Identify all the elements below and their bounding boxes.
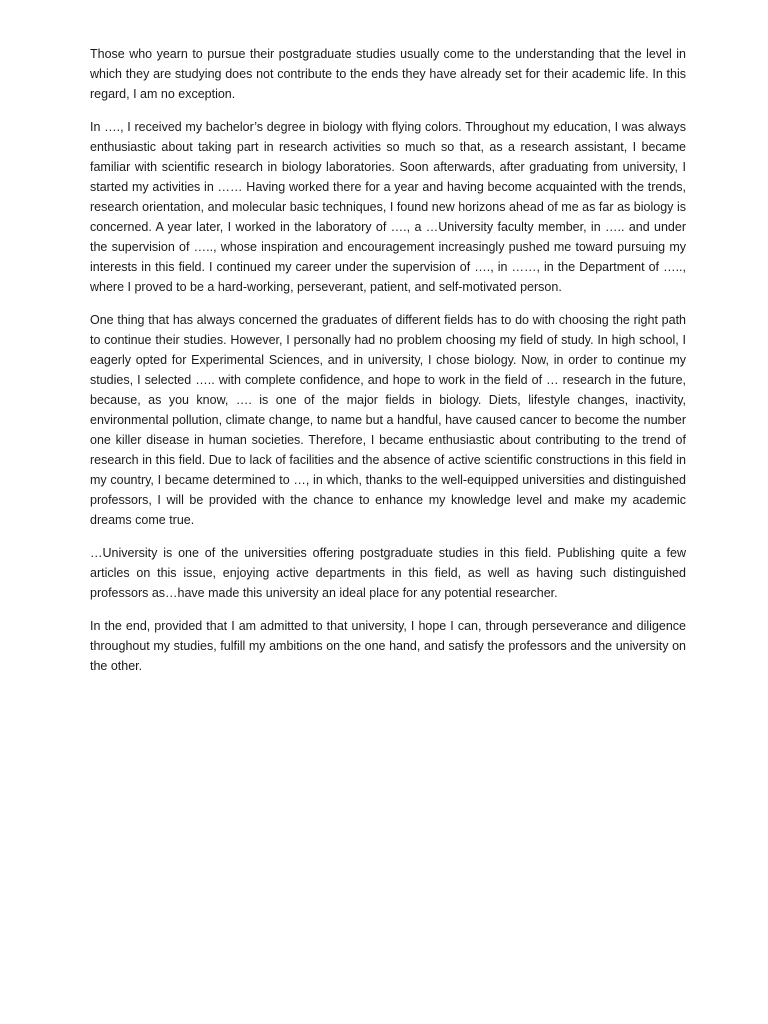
paragraph-university: …University is one of the universities offering postgraduate studies in this field. Publishing quite a few articles on this issue, enjoying active departments in this field, as well as having such distinguished professors as…have made this university an ideal place for any potential researcher. [90, 546, 686, 600]
document-body [90, 44, 686, 689]
paragraph-education-background: In …., I received my bachelor’s degree in biology with flying colors. Throughout my education, I was always enthusiastic about taking part in research activities so much so that, as a research assistant, I became familiar with scientific research in biology laboratories. Soon afterwards, after graduating from university, I started my activities in …… Having worked there for a year and having become acquainted with the trends, research orientation, and molecular basic techniques, I found new horizons ahead of me as far as biology is concerned. A year later, I worked in the laboratory of …., a …University faculty member, in ….. and under the supervision of ….., whose inspiration and encouragement increasingly pushed me toward pursuing my interests in this field. I continued my career under the supervision of …., in ……, in the Department of ….., where I proved to be a hard-working, perseverant, patient, and self-motivated person. [90, 120, 686, 294]
paragraph-field-choice: One thing that has always concerned the graduates of different fields has to do with choosing the right path to continue their studies. However, I personally had no problem choosing my field of study. In high school, I eagerly opted for Experimental Sciences, and in university, I chose biology. Now, in order to continue my studies, I selected ….. with complete confidence, and hope to work in the field of … research in the future, because, as you know, …. is one of the major fields in biology. Diets, lifestyle changes, inactivity, environmental pollution, climate change, to name but a handful, have caused cancer to become the number one killer disease in human societies. Therefore, I became enthusiastic about contributing to the trend of research in this field. Due to lack of facilities and the absence of active scientific constructions in this field in my country, I became determined to …, in which, thanks to the well-equipped universities and distinguished professors, I will be provided with the chance to enhance my knowledge level and make my academic dreams come true. [90, 313, 686, 527]
paragraph-introduction: Those who yearn to pursue their postgraduate studies usually come to the understanding that the level in which they are studying does not contribute to the ends they have already set for their academic life. In this regard, I am no exception. [90, 47, 686, 101]
paragraph-conclusion: In the end, provided that I am admitted to that university, I hope I can, through perseverance and diligence throughout my studies, fulfill my ambitions on the one hand, and satisfy the professors and the university on the other. [90, 619, 686, 673]
